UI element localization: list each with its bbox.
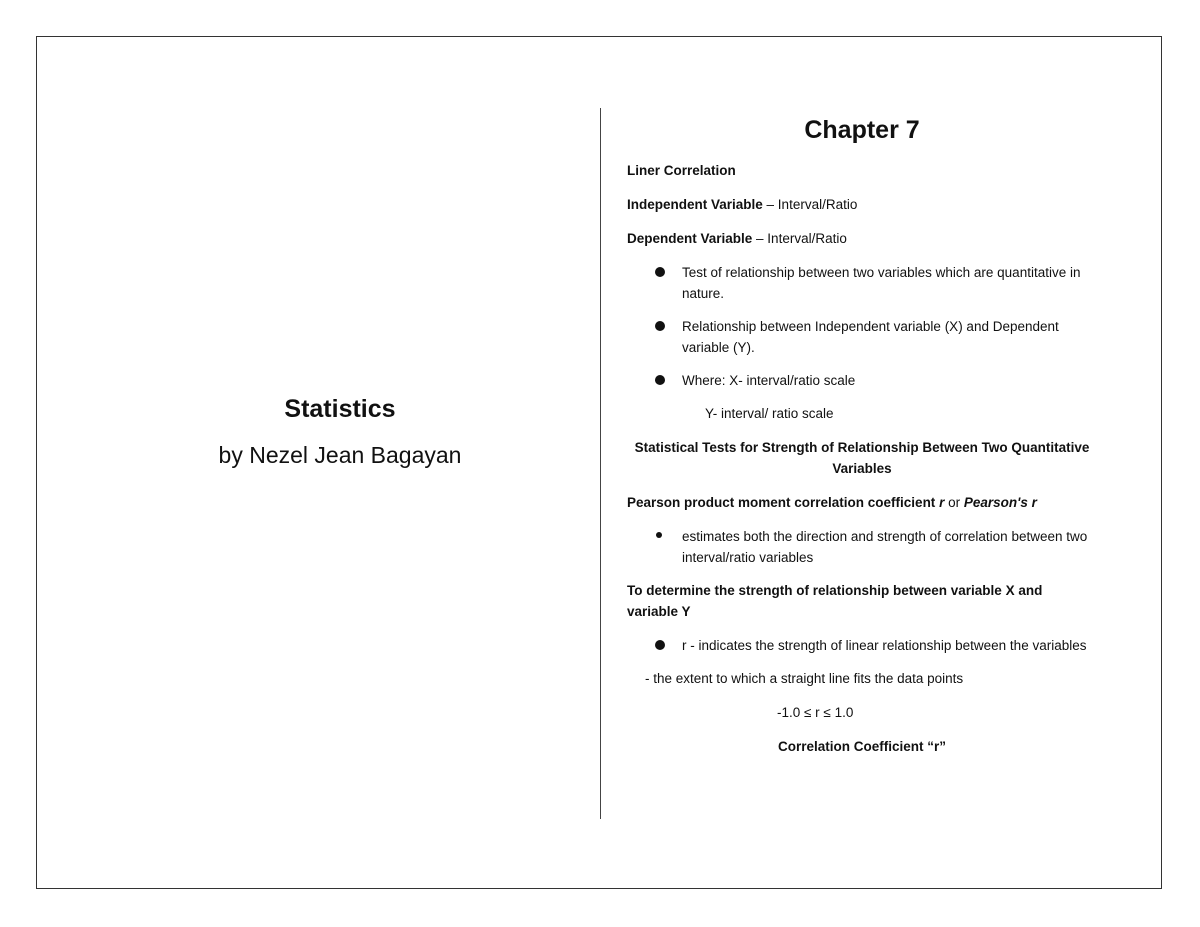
list-item bbox=[627, 262, 1097, 304]
dependent-label: Dependent Variable bbox=[627, 231, 753, 246]
independent-value: – Interval/Ratio bbox=[762, 197, 858, 212]
list-item-text: estimates both the direction and strength of correlation between two interval/ratio variables bbox=[682, 529, 1088, 565]
pearson-or: or bbox=[944, 495, 964, 510]
tests-heading: Statistical Tests for Strength of Relationship Between Two Quantitative Variables bbox=[634, 440, 1090, 476]
list-item bbox=[627, 526, 1097, 568]
list-item-text: r - indicates the strength of linear relationship between the variables bbox=[682, 638, 1087, 653]
pearson-r: r bbox=[939, 495, 945, 510]
chapter-title: Chapter 7 bbox=[804, 116, 920, 144]
list-item bbox=[627, 635, 1097, 656]
pearson-alt: Pearson's r bbox=[963, 495, 1037, 510]
list-item bbox=[627, 370, 1097, 391]
r-range: -1.0 ≤ r ≤ 1.0 bbox=[777, 705, 854, 720]
dependent-variable-line bbox=[627, 228, 1097, 249]
bullet-icon bbox=[655, 321, 665, 331]
bullet-icon bbox=[656, 532, 662, 538]
chapter-panel bbox=[627, 112, 1097, 770]
correlation-coefficient-label: Correlation Coefficient “r” bbox=[777, 739, 947, 754]
bullet-icon bbox=[655, 267, 665, 277]
independent-label: Independent Variable bbox=[627, 197, 763, 212]
strength-heading: To determine the strength of relationship between variable X and variable Y bbox=[627, 583, 1043, 619]
page-divider bbox=[600, 108, 601, 819]
list-item bbox=[627, 316, 1097, 358]
pearson-line bbox=[627, 492, 1097, 513]
topic-heading: Liner Correlation bbox=[627, 163, 736, 178]
list-item-text: Where: X- interval/ratio scale bbox=[682, 373, 856, 388]
book-author: by Nezel Jean Bagayan bbox=[218, 442, 462, 468]
straight-line-note: - the extent to which a straight line fits the data points bbox=[645, 671, 964, 686]
independent-variable-line bbox=[627, 194, 1097, 215]
book-title: Statistics bbox=[284, 395, 396, 423]
dependent-value: – Interval/Ratio bbox=[752, 231, 847, 246]
bullet-icon bbox=[655, 375, 665, 385]
list-item-text: Relationship between Independent variable (X) and Dependent variable (Y). bbox=[682, 319, 1059, 355]
title-panel bbox=[140, 390, 540, 470]
list-item-text: Test of relationship between two variables which are quantitative in nature. bbox=[682, 265, 1081, 301]
pearson-label: Pearson product moment correlation coefficient bbox=[627, 495, 940, 510]
bullet-icon bbox=[655, 640, 665, 650]
y-scale-line: Y- interval/ ratio scale bbox=[705, 406, 834, 421]
